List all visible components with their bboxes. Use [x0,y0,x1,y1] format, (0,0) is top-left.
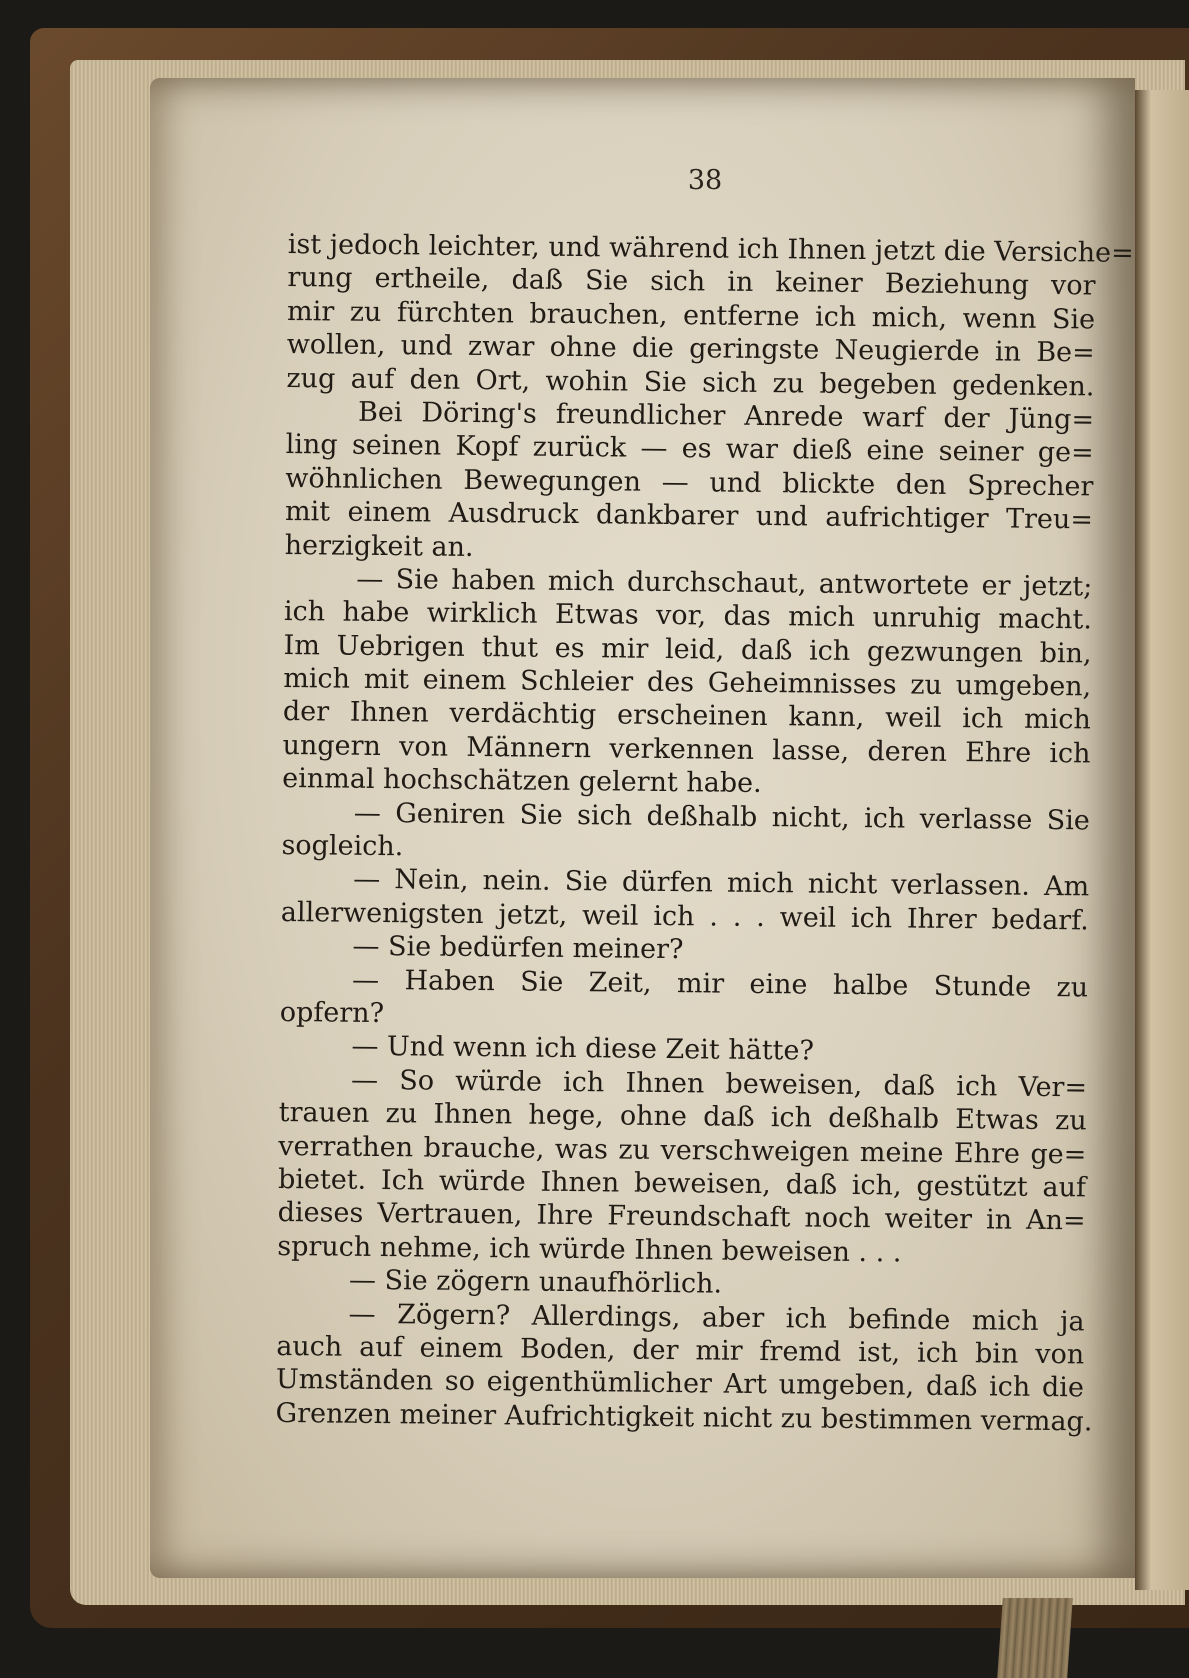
text-line: mit einem Ausdruck dankbarer und aufrichtiger Treu= [284,496,1094,536]
text-line: rung ertheile, daß Sie sich in keiner Beziehung vor [287,262,1096,302]
text-line: — Sie bedürfen meiner? [352,930,684,966]
text-line: trauen zu Ihnen hege, ohne daß ich deßhalb Etwas zu [278,1097,1087,1137]
text-line: opfern? [279,996,385,1030]
text-line: ling seinen Kopf zurück — es war dieß eine seiner ge= [285,429,1094,469]
text-line: auch auf einem Boden, der mir fremd ist, ich bin von [276,1330,1085,1371]
text-line: Bei Döring's freundlicher Anrede warf der Jüng= [357,396,1095,436]
text-line: ist jedoch leichter, und während ich Ihnen jetzt die Versiche= [287,228,1134,269]
page-text [275,228,1134,1438]
text-line: Grenzen meiner Aufrichtigkeit nicht zu bestimmen vermag. [275,1397,1093,1438]
text-line: mich mit einem Schleier des Geheimnisses zu umgeben, [283,663,1092,703]
text-line: bietet. Ich würde Ihnen beweisen, daß ich, gestützt auf [277,1163,1087,1204]
text-line: — Geniren Sie sich deßhalb nicht, ich verlasse Sie [353,797,1091,837]
text-line: — So würde ich Ihnen beweisen, daß ich Ver= [350,1064,1088,1104]
text-line: — Und wenn ich diese Zeit hätte? [351,1031,815,1067]
text-line: mir zu fürchten brauchen, entferne ich mich, wenn Sie [286,295,1096,336]
text-line: einmal hochschätzen gelernt habe. [282,763,762,800]
text-line: verrathen brauche, was zu verschweigen meine Ehre ge= [278,1130,1087,1170]
text-line: — Sie haben mich durchschaut, antwortete er jetzt; [356,563,1093,603]
text-line: ungern von Männern verkennen lasse, deren Ehre ich [282,729,1091,770]
text-line: ich habe wirklich Etwas vor, das mich unruhig macht. [283,596,1093,636]
text-line: spruch nehme, ich würde Ihnen beweisen . . . [277,1230,902,1269]
page-number: 38 [687,165,723,196]
facing-page-edge [1135,90,1189,1590]
text-line: zug auf den Ort, wohin Sie sich zu begeben gedenken. [286,362,1095,403]
bookmark-ribbon [997,1598,1073,1678]
text-line: herzigkeit an. [284,529,474,563]
text-line: sogleich. [281,829,404,863]
text-line: Umständen so eigenthümlicher Art umgeben, daß ich die [275,1364,1085,1404]
text-line: der Ihnen verdächtig erscheinen kann, weil ich mich [282,696,1092,736]
text-line: Im Uebrigen thut es mir leid, daß ich gezwungen bin, [283,629,1092,670]
text-line: wollen, und zwar ohne die geringste Neugierde in Be= [286,329,1095,369]
text-line: — Nein, nein. Sie dürfen mich nicht verlassen. Am [353,864,1090,903]
text-line: — Haben Sie Zeit, mir eine halbe Stunde zu [351,964,1089,1004]
text-line: — Zögern? Allerdings, aber ich befinde mich ja [348,1298,1085,1337]
text-line: allerwenigsten jetzt, weil ich . . . weil ich Ihrer bedarf. [280,896,1089,937]
text-line: wöhnlichen Bewegungen — und blickte den Sprecher [285,462,1094,503]
text-line: dieses Vertrauen, Ihre Freundschaft noch weiter in An= [277,1197,1086,1237]
text-line: — Sie zögern unaufhörlich. [348,1264,723,1300]
